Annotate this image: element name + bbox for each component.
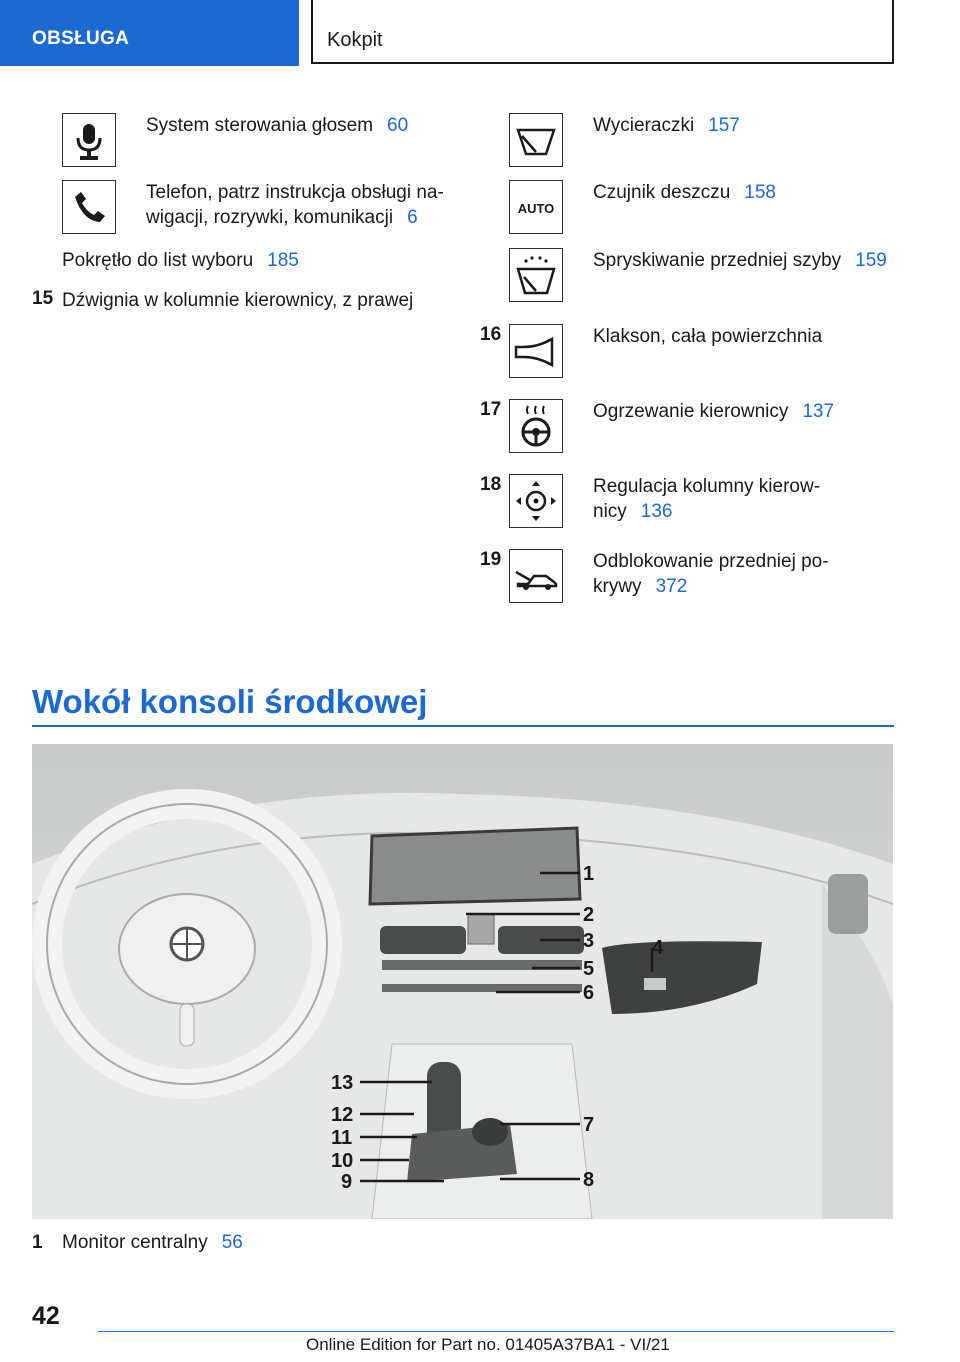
phone-label-line2: wigacji, rozrywki, komunikacji xyxy=(146,207,394,228)
microphone-icon xyxy=(62,113,116,167)
washer-icon xyxy=(509,248,563,302)
item-number: 18 xyxy=(480,474,502,495)
steering-column-label-line1: Regulacja kolumny kierow- xyxy=(593,476,821,497)
page-ref-link[interactable]: 372 xyxy=(655,576,688,597)
page-number: 42 xyxy=(32,1302,60,1330)
callout-number: 11 xyxy=(331,1127,353,1149)
callout-number: 10 xyxy=(331,1150,354,1172)
rain-sensor-icon xyxy=(509,180,563,234)
wiper-icon xyxy=(509,113,563,167)
wipers-entry xyxy=(593,113,740,138)
chapter-label: Kokpit xyxy=(327,29,383,51)
steering-column-adjust-icon xyxy=(509,474,563,528)
page-ref-link[interactable]: 137 xyxy=(802,401,835,422)
page-ref-link[interactable]: 158 xyxy=(744,182,776,203)
callout-number: 8 xyxy=(583,1169,595,1191)
wipers-label: Wycieraczki xyxy=(593,115,695,136)
callout-number: 6 xyxy=(583,982,595,1004)
phone-label-line1: Telefon, patrz instrukcja obsługi na- xyxy=(146,182,444,203)
chapter-header xyxy=(311,0,894,64)
caption-number: 1 xyxy=(32,1232,43,1253)
section-heading: Wokół konsoli środkowej xyxy=(32,683,428,720)
voice-control-entry xyxy=(146,113,408,138)
callout-number: 9 xyxy=(341,1171,353,1193)
edition-footer: Online Edition for Part no. 01405A37BA1 - VI/21 xyxy=(306,1335,670,1354)
callout-number: 5 xyxy=(583,958,595,980)
caption-label: Monitor centralny xyxy=(62,1232,208,1253)
heated-steering-wheel-icon xyxy=(509,399,563,453)
page-ref-link[interactable]: 60 xyxy=(387,115,409,136)
footer-divider xyxy=(98,1331,894,1332)
horn-entry: Klakson, cała powierzchnia xyxy=(593,326,823,347)
callout-number: 3 xyxy=(583,930,595,952)
washer-label: Spryskiwanie przedniej szyby xyxy=(593,250,842,271)
page-ref-link[interactable]: 56 xyxy=(221,1232,243,1253)
callout-number: 13 xyxy=(331,1072,354,1094)
phone-icon xyxy=(62,180,116,234)
page-ref-link[interactable]: 159 xyxy=(855,250,887,271)
section-label: OBSŁUGA xyxy=(32,28,130,49)
selection-knob-entry xyxy=(62,248,299,273)
item-number: 17 xyxy=(480,399,502,420)
hood-release-entry xyxy=(593,549,829,599)
callout-number: 4 xyxy=(652,937,664,959)
selection-knob-label: Pokrętło do list wyboru xyxy=(62,250,254,271)
right-stalk-entry: Dźwignia w kolumnie kierownicy, z prawej xyxy=(62,290,414,311)
page-ref-link[interactable]: 6 xyxy=(407,207,418,228)
callout-number: 2 xyxy=(583,904,595,926)
auto-icon-text: AUTO xyxy=(517,201,555,216)
item-number: 16 xyxy=(480,324,502,345)
caption-entry xyxy=(62,1232,243,1254)
phone-entry xyxy=(146,180,444,230)
callout-number: 1 xyxy=(583,863,595,885)
section-tab xyxy=(0,0,299,66)
horn-icon xyxy=(509,324,563,378)
heated-steering-entry xyxy=(593,399,834,424)
rain-sensor-entry xyxy=(593,180,776,205)
hood-release-label-line1: Odblokowanie przedniej po- xyxy=(593,551,829,572)
heated-steering-label: Ogrzewanie kierownicy xyxy=(593,401,789,422)
center-console-figure xyxy=(32,744,893,1219)
callout-number: 12 xyxy=(331,1104,354,1126)
section-divider xyxy=(32,725,894,727)
page-ref-link[interactable]: 136 xyxy=(640,501,673,522)
rain-sensor-label: Czujnik deszczu xyxy=(593,182,731,203)
callout-number: 7 xyxy=(583,1114,595,1136)
hood-release-icon xyxy=(509,549,563,603)
page-ref-link[interactable]: 185 xyxy=(267,250,299,271)
steering-column-label-line2: nicy xyxy=(593,501,627,522)
item-number: 19 xyxy=(480,549,502,570)
voice-control-label: System sterowania głosem xyxy=(146,115,374,136)
item-number: 15 xyxy=(32,288,54,309)
page-ref-link[interactable]: 157 xyxy=(708,115,740,136)
hood-release-label-line2: krywy xyxy=(593,576,642,597)
washer-entry xyxy=(593,248,887,273)
steering-column-entry xyxy=(593,474,820,524)
